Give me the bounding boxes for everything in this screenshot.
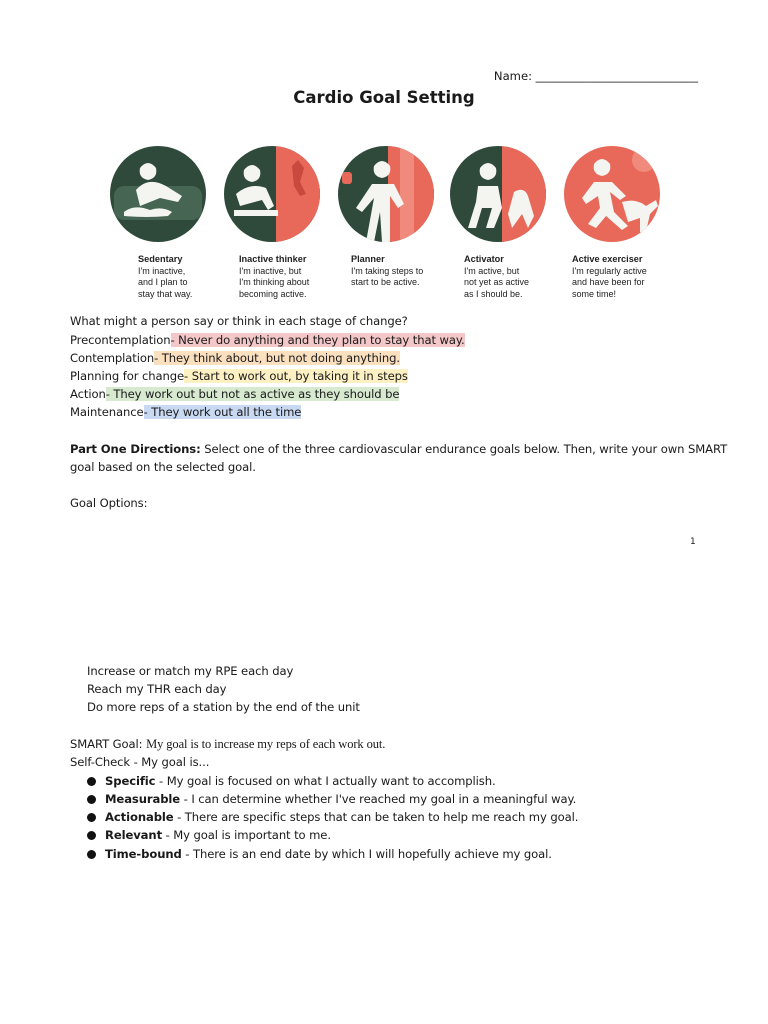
stage-label-sedentary: Sedentary I'm inactive, and I plan to stay that way. [138,254,193,299]
inactive-thinker-stage-image [224,146,320,242]
stage-line-action [70,385,399,403]
self-check-desc: - There is an end date by which I will hopefully achieve my goal. [181,847,552,861]
name-field-label: Name: ____________________________ [493,69,698,83]
stage-question: What might a person say or think in each stage of change? [70,314,408,328]
stage-line-maintenance [70,403,301,421]
stage-line-contemplation [70,349,400,367]
planner-stage-image [338,146,434,242]
stage-line-label: Action [70,387,106,401]
self-check-item-actionable [87,808,578,826]
self-check-term: Measurable [105,792,181,806]
bullet-icon [87,777,96,786]
active-exerciser-stage-image [564,146,660,242]
smart-goal-text: My goal is to increase my reps of each work out. [146,737,386,751]
bullet-icon [87,795,96,804]
smart-goal [70,735,385,753]
page-number: 1 [690,537,696,547]
sedentary-stage-image [110,146,206,242]
stages-of-change-illustration [104,142,664,302]
self-check-term: Actionable [105,810,174,824]
stage-line-answer: - Never do anything and they plan to stay that way. [170,333,465,347]
self-check-label: Self-Check - My goal is... [70,755,210,769]
goal-options-label: Goal Options: [70,496,148,510]
smart-goal-label: SMART Goal: [70,737,147,751]
self-check-item-specific [87,772,496,790]
stage-line-answer: - They think about, but not doing anything. [154,351,400,365]
directions-text: Select one of the three cardiovascular endurance goals below. Then, write your own SMART [200,442,728,456]
self-check-term: Relevant [105,828,163,842]
self-check-term: Specific [105,774,156,788]
self-check-term: Time-bound [105,847,182,861]
stage-label-planner: Planner I'm taking steps to start to be active. [351,254,424,287]
self-check-item-relevant [87,826,331,844]
self-check-item-measurable [87,790,576,808]
self-check-desc: - There are specific steps that can be taken to help me reach my goal. [173,810,579,824]
stage-line-planning [70,367,408,385]
stage-label-active-exerciser: Active exerciser I'm regularly active and have been for some time! [572,254,647,299]
part-one-directions [70,440,727,458]
stage-line-answer: - They work out but not as active as they should be [105,387,400,401]
self-check-desc: - My goal is focused on what I actually want to accomplish. [155,774,496,788]
goal-option: Increase or match my RPE each day [87,664,294,678]
bullet-icon [87,831,96,840]
directions-text-continued: goal based on the selected goal. [70,460,256,474]
stage-label-inactive-thinker: Inactive thinker I'm inactive, but I'm thinking about becoming active. [239,254,310,299]
stage-line-label: Contemplation [70,351,155,365]
stage-line-precontemplation [70,331,465,349]
self-check-desc: - I can determine whether I've reached my goal in a meaningful way. [180,792,577,806]
stage-line-label: Planning for change [70,369,185,383]
stage-line-label: Precontemplation [70,333,171,347]
stage-line-answer: - Start to work out, by taking it in steps [184,369,408,383]
goal-option: Reach my THR each day [87,682,227,696]
directions-label: Part One Directions: [70,442,201,456]
bullet-icon [87,850,96,859]
goal-option: Do more reps of a station by the end of the unit [87,700,360,714]
page-title: Cardio Goal Setting [293,88,475,107]
self-check-item-time-bound [87,845,552,863]
self-check-desc: - My goal is important to me. [162,828,331,842]
bullet-icon [87,813,96,822]
stage-line-answer: - They work out all the time [143,405,302,419]
stage-line-label: Maintenance [70,405,144,419]
stage-label-activator: Activator I'm active, but not yet as active as I should be. [464,254,530,299]
activator-stage-image [450,146,546,242]
